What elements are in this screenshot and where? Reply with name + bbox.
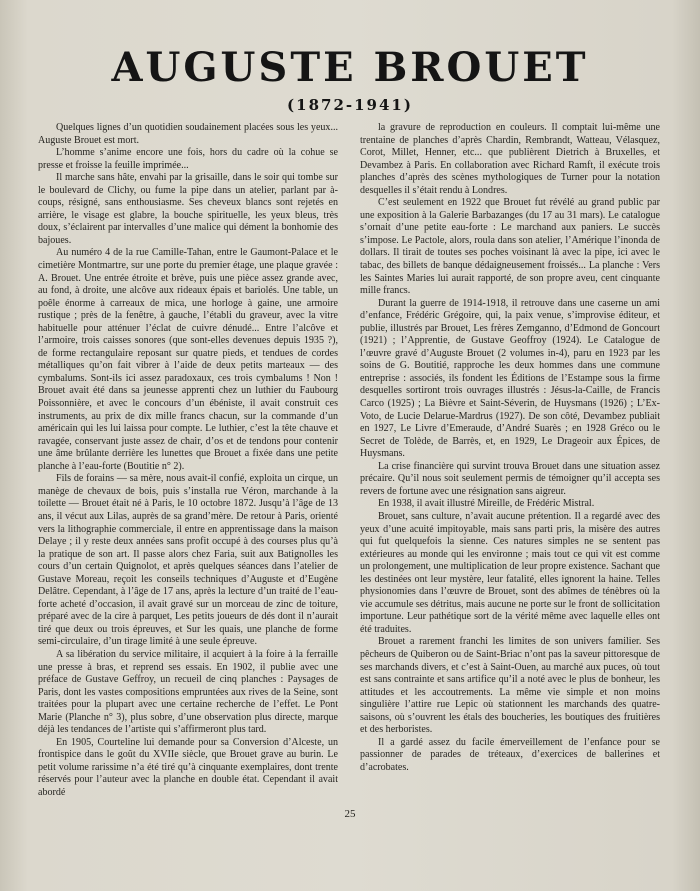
article-dates: (1872-1941) — [287, 96, 413, 114]
paragraph: Quelques lignes d’un quotidien soudainement placées sous les yeux... Auguste Brouet est mort. — [38, 122, 338, 146]
left-column — [38, 122, 338, 800]
paragraph: Brouet, sans culture, n’avait aucune prétention. Il a regardé avec des yeux d’une acuité impitoyable, mais sans parti pris, la misère des autres qui fut quelquefois la sienne. Ces natures simples ne se sentent pas extérieures au monde qui les environne ; mais tout ce qui vit est comme un prolongement, une multiplication de leur propre existence. Sachant que les destinées ont leur mystère, leur fatalité, elles ignorent la haine. Telles physionomies dans l’œuvre de Brouet, sont des abîmes de ténèbres où la vie accumule ses détritus, mais aucune ne porte sur le front de sollicitation importune. Leur pathétique sort de la vérité même avec laquelle elles ont été traduites. — [360, 510, 660, 635]
paragraph: A sa libération du service militaire, il acquiert à la foire à la ferraille une presse à bras, et reprend ses essais. En 1902, il publie avec une préface de Gustave Geffroy, un recueil de cinq planches : Paysages de Paris, dont les vastes compositions empruntées aux rives de la Seine, sont traitées pour la plupart avec une certaine recherche de l’effet. Le Pont Marie (Planche n° 3), plus sobre, d’une observation plus directe, marque déjà les tendances de l’artiste qui s’affirmeront plus tard. — [38, 648, 338, 736]
paragraph: C’est seulement en 1922 que Brouet fut révélé au grand public par une exposition à la Galerie Barbazanges (du 17 au 31 mars). Le catalogue s’ornait d’une petite eau-forte : Le marchand aux paniers. Le succès s’impose. Le Pactole, alors, roula dans son atelier, l’Amérique l’inonda de dollars. Il tirait de toutes ses poches voisinant là avec la pipe, ici avec le tabac, des billets de banque dédaigneusement froissés... La planche : Vers les Saintes Maries lui aurait rapporté, de son propre aveu, cent cinquante mille francs. — [360, 197, 660, 297]
paragraph: L’homme s’anime encore une fois, hors du cadre où la cohue se presse et froisse la feuille imprimée... — [38, 147, 338, 171]
paragraph: Durant la guerre de 1914-1918, il retrouve dans une caserne un ami d’enfance, Frédéric Grégoire, qui, la paix venue, s’improvise éditeur, et publie, illustrés par Brouet, Les frères Zemganno, d’Edmond de Goncourt (1921) ; l’Apprentie, de Gustave Geoffroy (1924). Le Catalogue de l’œuvre gravé d’Auguste Brouet (2 volumes in-4), paru en 1923 par les soins de G. Boutitié, rapproche les deux hommes dans une commune entreprise : associés, ils fondent les Éditions de l’Estampe sous la firme desquelles sortiront trois ouvrages illustrés : Jésus-la-Caille, de Francis Carco (1925) ; La Bièvre et Saint-Séverin, de Huysmans (1926) ; L’Ex-Voto, de Lucie Delarue-Mardrus (1927). De son côté, Devambez publiait en 1927, Le Livre d’Emeraude, d’André Suarès ; en 1928 Gréco ou le Secret de Tolède, de Barrès, et, en 1929, Le Drageoir aux Épices, de Huysmans. — [360, 297, 660, 460]
paragraph: La crise financière qui survint trouva Brouet dans une situation assez précaire. Qu’il nous soit seulement permis de témoigner qu’il accepta ses revers de fortune avec une résignation sans aigreur. — [360, 460, 660, 497]
paragraph: En 1938, il avait illustré Mireille, de Frédéric Mistral. — [378, 498, 595, 510]
paragraph: Brouet a rarement franchi les limites de son univers familier. Ses pêcheurs de Quiberon ou de Saint-Briac n’ont pas la saveur pittoresque de ses marchands divers, et c’est à Saint-Ouen, au marché aux puces, où tout est sans contrainte et sans artifice qu’il a noté avec le plus de bonheur, les attitudes et les accoutrements. La même vie simple et non moins singulière l’attire rue Lepic où stationnent les marchands des quatre-saisons, où s’ouvrent les étals des boucheries, les boutiques des fruitières et des herboristes. — [360, 636, 660, 736]
right-column — [360, 122, 660, 774]
article-title: AUGUSTE BROUET — [111, 44, 589, 91]
paragraph: Il marche sans hâte, envahi par la grisaille, dans le soir qui tombe sur le boulevard de Clichy, ou fume la pipe dans un atelier, parlant par à-coups, résigné, sans enthousiasme. Ses cheveux blancs sont rejetés en arrière, le visage est glabre, la bouche spirituelle, les yeux bleus, très doux, s’éclairent par intervalles d’une malice qui dément la bonhomie des bajoues. — [38, 172, 338, 246]
paragraph: Au numéro 4 de la rue Camille-Tahan, entre le Gaumont-Palace et le cimetière Montmartre, sur une porte du premier étage, une plaque gravée : A. Brouet. Une entrée étroite et brève, puis une pièce assez grande avec, au fond, à droite, une alcôve aux rideaux épais et bariolés. Une table, un poêle énorme à carreaux de mica, une horloge à gaine, une armoire rustique ; près de la fenêtre, à gauche, l’établi du graveur, avec la vitre habituelle pour atténuer l’éclat de cuivre dénudé... Entre l’alcôve et l’armoire, trois caisses sonores (que sont-elles devenues depuis 1935 ?), de forme rectangulaire reposant sur quatre pieds, et tendues de cordes métalliques qu’on fait vibrer à l’aide de deux petits marteaux — des cymbalums. Sont-ils ici assez paradoxaux, ces trois cymbalums ! Non ! Brouet avait été dans sa jeunesse apprenti chez un luthier du Faubourg Poissonnière, et avec le concours d’un ébéniste, il avait construit ces instruments, au prix de dix mille francs chacun, sur la commande d’un américain qui les lui laissa pour compte. Le luthier, c’est la tête chauve et ravagée, conservant juste assez de chair, d’os et de tendons pour contenir une âme brûlante derrière les lunettes que Brouet a fixée dans une petite planche à l’eau-forte (Boutitie n° 2). — [38, 247, 338, 472]
paragraph: la gravure de reproduction en couleurs. Il comptait lui-même une trentaine de planches d’après Chardin, Rembrandt, Watteau, Vélasquez, Corot, Millet, Henner, etc... que publièrent Dietrich à Bruxelles, et Devambez à Paris. En collaboration avec Richard Ramft, il exécute trois planches d’après des scènes mythologiques de Turner pour la notation desquelles il s’était rendu à Londres. — [360, 122, 660, 196]
paragraph: Fils de forains — sa mère, nous avait-il confié, exploita un cirque, un manège de chevaux de bois, puis s’installa rue Véron, marchande à la toilette — Brouet était né à Paris, le 10 octobre 1872. Jusqu’à l’âge de 13 ans, il vécut aux Lilas, auprès de sa grand’mère. De retour à Paris, orienté vers la lithographie commerciale, il entre en apprentissage dans la maison Delaye ; il y reste deux années sans profit occupé à des courses plus qu’à la pratique de son art. Il passe alors chez Faria, suit aux Batignolles les cours d’un certain Quignolot, et après quelques séances dans l’atelier de Gustave Moreau, reçoit les conseils techniques d’Auguste et d’Eugène Delâtre. Cependant, à l’âge de 17 ans, après la lecture d’un traité de l’eau-forte acheté d’occasion, il avait gravé sur un morceau de zinc de toiture, préparé avec de la cire à parquet, Les petits joueurs de dés dont il n’aurait tiré que deux ou trois épreuves, et Sur les quais, une planche de forme semi-circulaire, d’un tirage limité à une seule épreuve. — [38, 473, 338, 648]
paragraph: Il a gardé assez du facile émerveillement de l’enfance pour se passionner de parades de tréteaux, d’exercices de ballerines et d’acrobates. — [360, 736, 660, 773]
paragraph: En 1905, Courteline lui demande pour sa Conversion d’Alceste, un frontispice dans le goût du XVIIe siècle, que Brouet grave au burin. Le petit volume rarissime n’a été tiré qu’à cinquante exemplaires, dont trente réservés pour l’auteur avec la planche en double état. Cependant il avait abordé — [38, 736, 338, 798]
page-number: 25 — [344, 808, 356, 820]
